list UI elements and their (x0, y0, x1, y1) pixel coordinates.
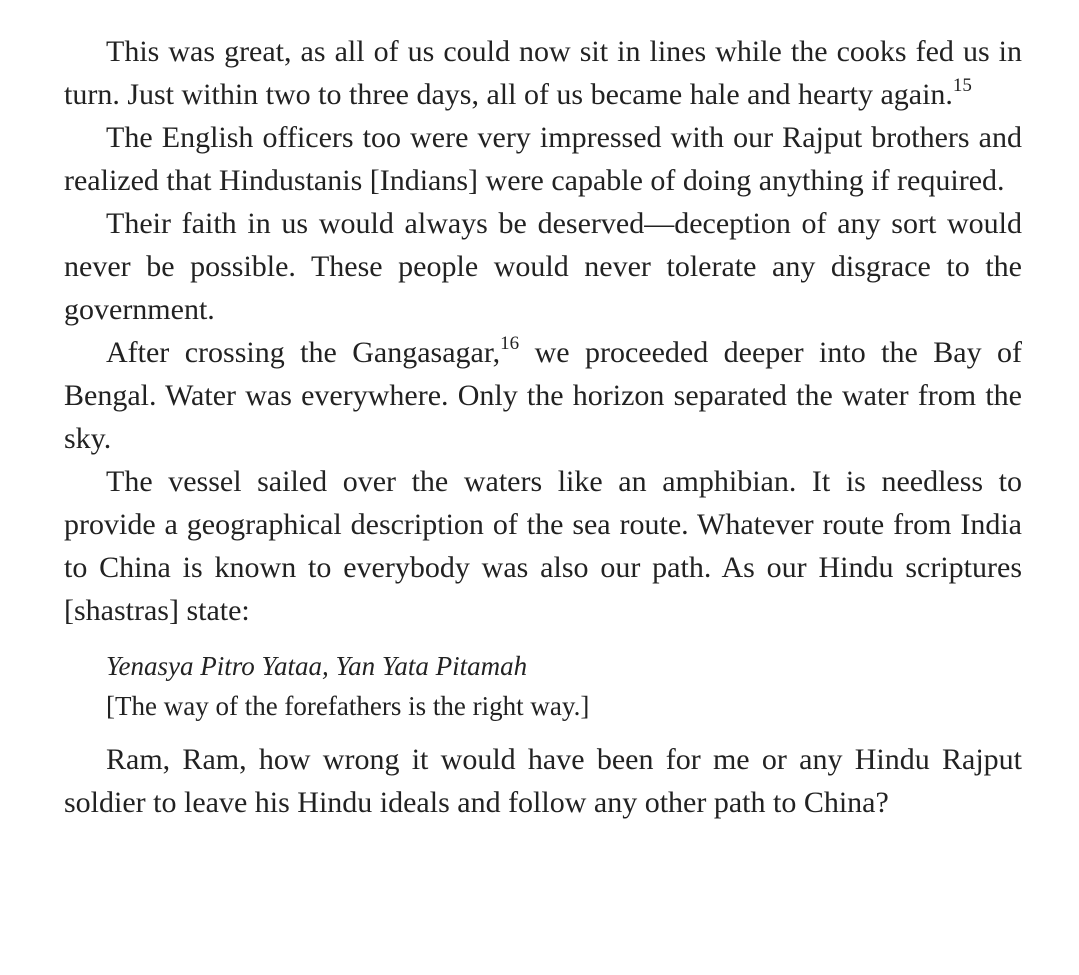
paragraph-text: After crossing the Gangasagar, (106, 336, 501, 369)
paragraph-english-officers (64, 116, 1022, 202)
paragraph-closing (64, 738, 1022, 824)
paragraph-text: Their faith in us would always be deserved—deception of any sort would never be possible. These people would never tolerate any disgrace to the government. (64, 207, 1022, 326)
footnote-marker: 15 (952, 75, 972, 96)
book-page (64, 30, 1022, 824)
quote-verse: Yenasya Pitro Yataa, Yan Yata Pitamah (106, 651, 528, 681)
paragraph-vessel (64, 460, 1022, 632)
paragraph-cooks (64, 30, 1022, 116)
footnote-marker: 16 (500, 333, 520, 354)
paragraph-text: The vessel sailed over the waters like an amphibian. It is needless to provide a geographical description of the sea route. Whatever route from India to China is known to everybody was also our path. As our Hindu scriptures [shastras] state: (64, 465, 1022, 627)
paragraph-faith (64, 202, 1022, 331)
quote-translation: [The way of the forefathers is the right way.] (106, 691, 590, 721)
paragraph-text-continued: we proceeded deeper into the Bay of Bengal. Water was everywhere. Only the horizon separated the water from the sky. (64, 336, 1022, 455)
paragraph-text: Ram, Ram, how wrong it would have been for me or any Hindu Rajput soldier to leave his Hindu ideals and follow any other path to China? (64, 743, 1022, 819)
paragraph-gangasagar (64, 331, 1022, 460)
scripture-quote (64, 632, 1022, 738)
paragraph-text: The English officers too were very impressed with our Rajput brothers and realized that Hindustanis [Indians] were capable of doing anything if required. (64, 121, 1022, 197)
paragraph-text: This was great, as all of us could now sit in lines while the cooks fed us in turn. Just within two to three days, all of us became hale and hearty again. (64, 35, 1022, 111)
